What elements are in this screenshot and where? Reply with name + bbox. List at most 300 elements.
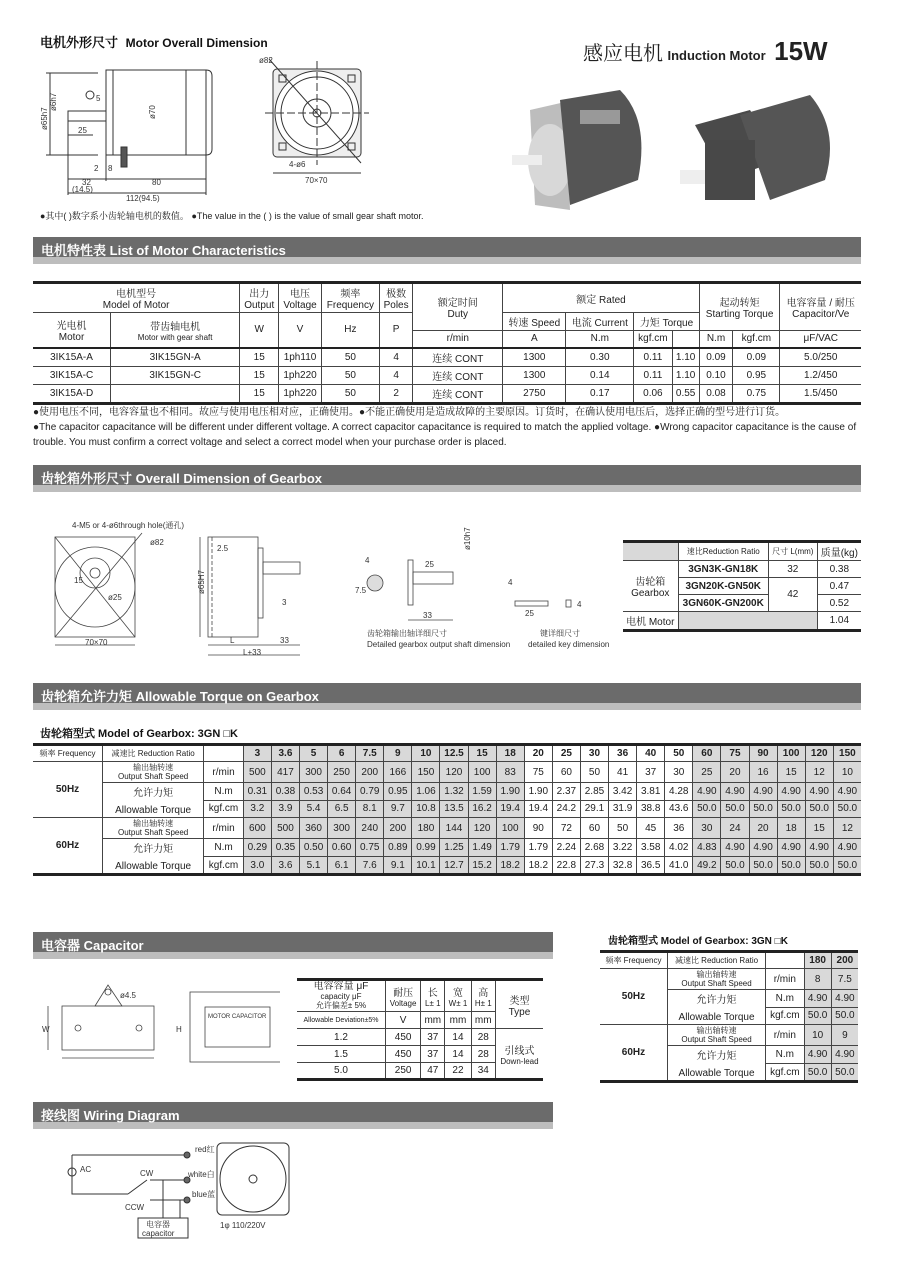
ratio-cell: 3GN3K-GN18K [678,561,768,578]
cell-freq: 50 [321,366,379,384]
cell-poles: 2 [379,384,412,403]
value-cell: 18.2 [524,857,552,875]
header-cell: Frequency [326,300,374,311]
gearbox-label-en: Gearbox [631,588,670,599]
value-cell: 50.0 [749,857,777,875]
ratio-cell: 20 [524,745,552,762]
value-cell: 180 [412,818,440,839]
value-cell: 4.90 [721,783,749,801]
header-cell: 起动转矩 [719,298,760,309]
torque-label [667,990,765,1025]
value-cell: 60 [580,818,608,839]
value-cell: 50 [580,762,608,783]
cell: 47 [421,1063,445,1080]
gearbox-label-cn: 齿轮箱 [635,577,666,588]
value-cell: 50.0 [804,1007,831,1025]
header-cell: H± 1 [474,999,492,1008]
red-wire-label: red红 [195,1145,215,1154]
value-cell: 18 [777,818,805,839]
section-title-cn: 齿轮箱允许力矩 [41,689,133,704]
value-cell: 10 [833,762,861,783]
header-cell: 高 [478,988,489,999]
value-cell: 200 [384,818,412,839]
cell: 14 [445,1029,471,1046]
cell-st_kgf: 0.95 [733,366,780,384]
value-cell: 4.90 [804,1046,831,1064]
value-cell: 0.31 [243,783,271,801]
motor-shaft [68,111,106,121]
dimension-note [40,209,424,224]
motor-photo-plain [512,90,641,210]
value-cell: 50.0 [831,1007,858,1025]
cell-st_nm: 0.09 [699,348,733,367]
cell-gear: 3IK15GN-A [111,348,240,367]
ratio-cell: 3 [243,745,271,762]
ratio-cell: 50 [665,745,693,762]
header-cell: 类型 [509,995,530,1007]
cell-freq: 50 [321,348,379,367]
value-cell: 600 [243,818,271,839]
speed-cn: 输出轴转速 [133,763,174,772]
unit-cell: r/min [766,1025,804,1046]
value-cell: 4.02 [665,839,693,857]
value-cell: 0.64 [328,783,356,801]
torque-section-header [33,683,861,710]
cell-st_kgf: 0.09 [733,348,780,367]
section-title-en: Allowable Torque on Gearbox [135,689,319,704]
value-cell: 3.22 [609,839,637,857]
motor-side-drawing [38,55,218,205]
ratio-cell: 150 [833,745,861,762]
speed-en: Output Shaft Speed [117,772,189,781]
dim-label: 4-ø6 [289,160,306,169]
cell-duty: 连续 CONT [413,384,503,403]
value-cell: 200 [356,762,384,783]
value-cell: 8.1 [356,800,384,818]
value-cell: 4.90 [721,839,749,857]
value-cell: 50.0 [831,1064,858,1082]
ratio-cell: 180 [804,952,831,969]
header-cell: Model of Motor [102,300,170,311]
freq-header: 频率 Frequency [600,952,667,969]
dim-label: 4-M5 or 4-ø6through hole(通孔) [72,521,185,530]
header-cell: 宽 [452,988,463,999]
value-cell: 300 [300,762,328,783]
value-cell: 50.0 [833,857,861,875]
cell-poles: 4 [379,348,412,367]
dim-label: ø65H7 [197,569,206,594]
header-cell: 速比Reduction Ratio [678,542,768,561]
cell: 34 [471,1063,495,1080]
dim-label: L [230,636,235,645]
header-cell: V [386,1012,421,1029]
value-cell: 29.1 [580,800,608,818]
ratio-cell: 75 [721,745,749,762]
value-cell: 0.95 [384,783,412,801]
dim-label: 8 [108,164,113,173]
header-cell: 额定 Rated [503,283,699,313]
section-title-en: Overall Dimension of Gearbox [135,471,323,486]
motor-dimension-title [40,32,268,51]
product-title-en: Induction Motor [667,48,766,63]
header-cell: kgf.cm [733,331,780,348]
header-cell: 电机型号 [116,289,157,300]
dim-label: 7.5 [355,586,367,595]
cell-voltage: 1ph220 [279,366,322,384]
cell: 22 [445,1063,471,1080]
header-cell: capacity μF [320,992,362,1001]
torque-table [33,743,861,876]
section-title-en: List of Motor Characteristics [109,243,286,258]
cell-motor: 3IK15A-A [33,348,111,367]
speed-en: Output Shaft Speed [681,1035,752,1044]
freq-label: 50Hz [600,969,667,1025]
cell-current: 0.14 [566,366,634,384]
gearbox-drawings [30,515,610,660]
gearbox-side [208,537,258,637]
title-en: Motor Overall Dimension [125,36,268,50]
header-cell: Poles [383,300,409,311]
dim-label: 25 [78,126,87,135]
value-cell: 32.8 [609,857,637,875]
header-cell: 光电机 [56,320,87,332]
value-cell: 0.50 [300,839,328,857]
unit-cell: r/min [204,818,244,839]
torque-cn: 允许力矩 [696,995,737,1006]
unit-cell: N.m [766,990,804,1008]
speed-cn: 输出轴转速 [133,819,174,828]
value-cell: 15 [805,818,833,839]
dim-label: 4 [365,556,370,565]
capacitor-section-header [33,932,553,959]
speed-label [103,818,204,839]
header-cell: Duty [447,309,469,320]
header-cell: Motor with gear shaft [137,332,213,342]
mass-cell: 0.52 [817,595,861,612]
cell-gear: 3IK15GN-C [111,366,240,384]
value-cell: 15.2 [468,857,496,875]
table-row [33,818,861,839]
table-row [33,839,861,857]
capacitor-label: MOTOR CAPACITOR [208,1014,267,1020]
cell: 28 [471,1046,495,1063]
header-cell: kgf.cm [634,331,672,348]
value-cell: 4.90 [805,783,833,801]
ratio-header: 减速比 Reduction Ratio [667,952,765,969]
product-title-cn: 感应电机 [583,43,663,65]
ratio-cell: 9 [384,745,412,762]
value-cell: 1.90 [524,783,552,801]
header-cell: r/min [413,331,503,348]
value-cell: 1.90 [496,783,524,801]
ratio-cell: 3GN60K-GN200K [678,595,768,612]
value-cell: 100 [468,762,496,783]
cell: 450 [386,1029,421,1046]
value-cell: 24.2 [552,800,580,818]
value-cell: 0.53 [300,783,328,801]
table-row [600,1025,858,1046]
section-title-cn: 齿轮箱外形尺寸 [41,471,133,486]
header-cell: Voltage [389,999,417,1008]
motor-endcap [206,70,212,155]
speed-label [103,762,204,783]
value-cell: 41.0 [665,857,693,875]
value-cell: 4.90 [749,839,777,857]
cell-tq_kgf: 0.55 [672,384,699,403]
cell: 1.5 [297,1046,386,1063]
ratio-cell: 3GN20K-GN50K [678,578,768,595]
value-cell: 1.59 [468,783,496,801]
value-cell: 50.0 [777,857,805,875]
value-cell: 90 [524,818,552,839]
value-cell: 72 [552,818,580,839]
header-cell: 电压 [290,289,311,300]
header-cell: Allowable Deviation±5% [297,1012,386,1029]
capacitor-label-cn: 电容器 [146,1220,170,1229]
torque-en: Allowable Torque [678,1068,755,1079]
value-cell: 3.0 [243,857,271,875]
header-cell: Motor [58,331,85,343]
header-cell: V [279,313,322,348]
value-cell: 4.90 [777,839,805,857]
value-cell: 12 [833,818,861,839]
dim-label: (14.5) [72,185,93,194]
torque-en: Allowable Torque [678,1012,755,1023]
value-cell: 3.6 [271,857,299,875]
value-cell: 4.90 [693,783,721,801]
cell-speed: 2750 [503,384,566,403]
dim-label: 4 [508,578,513,587]
ac-label: AC [80,1165,92,1174]
value-cell: 50.0 [805,800,833,818]
unit-cell: kgf.cm [204,800,244,818]
cell-poles: 4 [379,366,412,384]
header-cell: 转速 Speed [503,313,566,331]
value-cell: 3.81 [637,783,665,801]
unit-cell: N.m [766,1046,804,1064]
unit-cell: kgf.cm [766,1064,804,1082]
value-cell: 50.0 [804,1064,831,1082]
cell-freq: 50 [321,384,379,403]
value-cell: 7.6 [356,857,384,875]
header-cell: A [503,331,566,348]
ratio-cell: 36 [609,745,637,762]
header-cell: mm [421,1012,445,1029]
freq-label: 60Hz [33,818,103,875]
ratio-cell: 40 [637,745,665,762]
note-cn: ●其中( )数字系小齿轮轴电机的数值。 [40,211,189,221]
wiring-section-header [33,1102,553,1129]
cell-duty: 连续 CONT [413,348,503,367]
ratio-cell: 90 [749,745,777,762]
note-en: trouble. You must confirm a correct voltage and select a correct model when your purchase order is placed. [33,437,507,448]
motor-photo-gear [680,95,830,200]
torque-cn: 允许力矩 [696,1051,737,1062]
dim-label: 25 [425,560,434,569]
cell: 37 [421,1029,445,1046]
value-cell: 60 [552,762,580,783]
value-cell: 3.2 [243,800,271,818]
table-row [33,762,861,783]
value-cell: 5.4 [300,800,328,818]
value-cell: 50.0 [749,800,777,818]
header-cell: 长 [427,988,438,999]
value-cell: 0.38 [271,783,299,801]
section-title-cn: 电容器 [41,938,81,953]
speed-en: Output Shaft Speed [117,828,189,837]
value-cell: 50.0 [693,800,721,818]
section-title-cn: 电机特性表 [41,243,107,258]
value-cell: 2.24 [552,839,580,857]
dim-label: W [42,1025,50,1034]
key-caption-en: detailed key dimension [528,640,610,649]
freq-label: 50Hz [33,762,103,818]
value-cell: 41 [609,762,637,783]
motor-outline [217,1143,289,1215]
dim-label: 112(94.5) [126,194,160,203]
cell-st_nm: 0.08 [699,384,733,403]
ccw-label: CCW [125,1203,145,1212]
value-cell: 30 [693,818,721,839]
header-cell: 频率 [340,289,361,300]
value-cell: 50.0 [833,800,861,818]
ratio-cell: 60 [693,745,721,762]
value-cell: 240 [356,818,384,839]
value-cell: 50.0 [777,800,805,818]
value-cell: 50 [609,818,637,839]
table-row [297,1029,543,1046]
shaft-caption-cn: 齿轮箱输出轴详细尺寸 [367,629,447,638]
cell: 250 [386,1063,421,1080]
value-cell: 4.90 [777,783,805,801]
phase-label: 1φ 110/220V [220,1221,266,1230]
note-en: ●The value in the ( ) is the value of small gear shaft motor. [191,211,424,221]
cell-motor: 3IK15A-D [33,384,111,403]
value-cell: 6.1 [328,857,356,875]
value-cell: 0.79 [356,783,384,801]
header-cell: 质量(kg) [817,542,861,561]
value-cell: 4.90 [831,990,858,1008]
dim-label: ø82 [150,538,164,547]
value-cell: 7.5 [831,969,858,990]
header-cell: 出力 [249,289,270,300]
ratio-cell: 10 [412,745,440,762]
characteristics-table [33,281,861,405]
gearbox-model-label: 齿轮箱型式 Model of Gearbox: 3GN □K [40,728,238,740]
value-cell: 50.0 [805,857,833,875]
ratio-cell: 7.5 [356,745,384,762]
gearbox-mass-table [623,540,861,632]
table-row [600,969,858,990]
value-cell: 37 [637,762,665,783]
torque-table-2 [600,950,858,1083]
value-cell: 120 [468,818,496,839]
type-cn: 引线式 [504,1045,535,1057]
value-cell: 3.42 [609,783,637,801]
dim-label: ø4.5 [120,991,137,1000]
speed-cn: 输出轴转速 [696,970,737,979]
size-cell: 32 [768,561,817,578]
header-cell: Starting Torque [705,309,774,320]
capacitor-table [297,978,543,1081]
value-cell: 120 [440,762,468,783]
capacitor-top-view [62,1006,154,1050]
cell-tq_nm: 0.11 [634,366,672,384]
dim-label: 4 [577,600,582,609]
torque-en: Allowable Torque [115,805,192,816]
unit-cell: kgf.cm [204,857,244,875]
dim-label: H [176,1025,182,1034]
cell-output: 15 [240,366,279,384]
unit-cell: kgf.cm [766,1007,804,1025]
torque-cn: 允许力矩 [133,788,174,799]
dim-label: 70×70 [85,638,108,647]
value-cell: 4.28 [665,783,693,801]
blank [766,952,804,969]
value-cell: 16 [749,762,777,783]
cell: 14 [445,1046,471,1063]
header-cell: Output [244,300,275,311]
cw-label: CW [140,1169,154,1178]
header-cell: 电流 Current [566,313,634,331]
cell-motor: 3IK15A-C [33,366,111,384]
ratio-cell: 30 [580,745,608,762]
cell-speed: 1300 [503,366,566,384]
value-cell: 13.5 [440,800,468,818]
value-cell: 9.1 [384,857,412,875]
value-cell: 50.0 [721,800,749,818]
value-cell: 300 [328,818,356,839]
value-cell: 1.49 [468,839,496,857]
value-cell: 18.2 [496,857,524,875]
dim-label: 33 [280,636,289,645]
ratio-cell: 6 [328,745,356,762]
value-cell: 360 [300,818,328,839]
table-row [33,366,861,384]
header-cell: L± 1 [425,999,441,1008]
value-cell: 8 [804,969,831,990]
wiring-diagram [60,1140,300,1240]
dim-label: 5 [96,94,101,103]
cell-current: 0.30 [566,348,634,367]
header-cell: mm [445,1012,471,1029]
mass-cell: 0.47 [817,578,861,595]
value-cell: 0.75 [356,839,384,857]
cell-tq_nm: 0.11 [634,348,672,367]
value-cell: 0.89 [384,839,412,857]
cell-tq_nm: 0.06 [634,384,672,403]
cell-output: 15 [240,348,279,367]
characteristics-section-header [33,237,861,264]
dim-label: ø65h7 [40,107,49,130]
mass-cell: 0.38 [817,561,861,578]
header-cell: Type [508,1006,531,1018]
value-cell: 1.79 [496,839,524,857]
table-row [33,384,861,403]
cell-cap: 1.5/450 [780,384,861,403]
dim-label: 32 [82,178,91,187]
cell-cap: 1.2/450 [780,366,861,384]
torque-label [103,839,204,875]
cell-voltage: 1ph110 [279,348,322,367]
dim-label: ø6h7 [49,92,58,111]
value-cell: 15 [777,762,805,783]
header-cell: 额定时间 [437,298,478,309]
value-cell: 1.25 [440,839,468,857]
value-cell: 12.7 [440,857,468,875]
table-row [33,783,861,801]
value-cell: 12 [805,762,833,783]
